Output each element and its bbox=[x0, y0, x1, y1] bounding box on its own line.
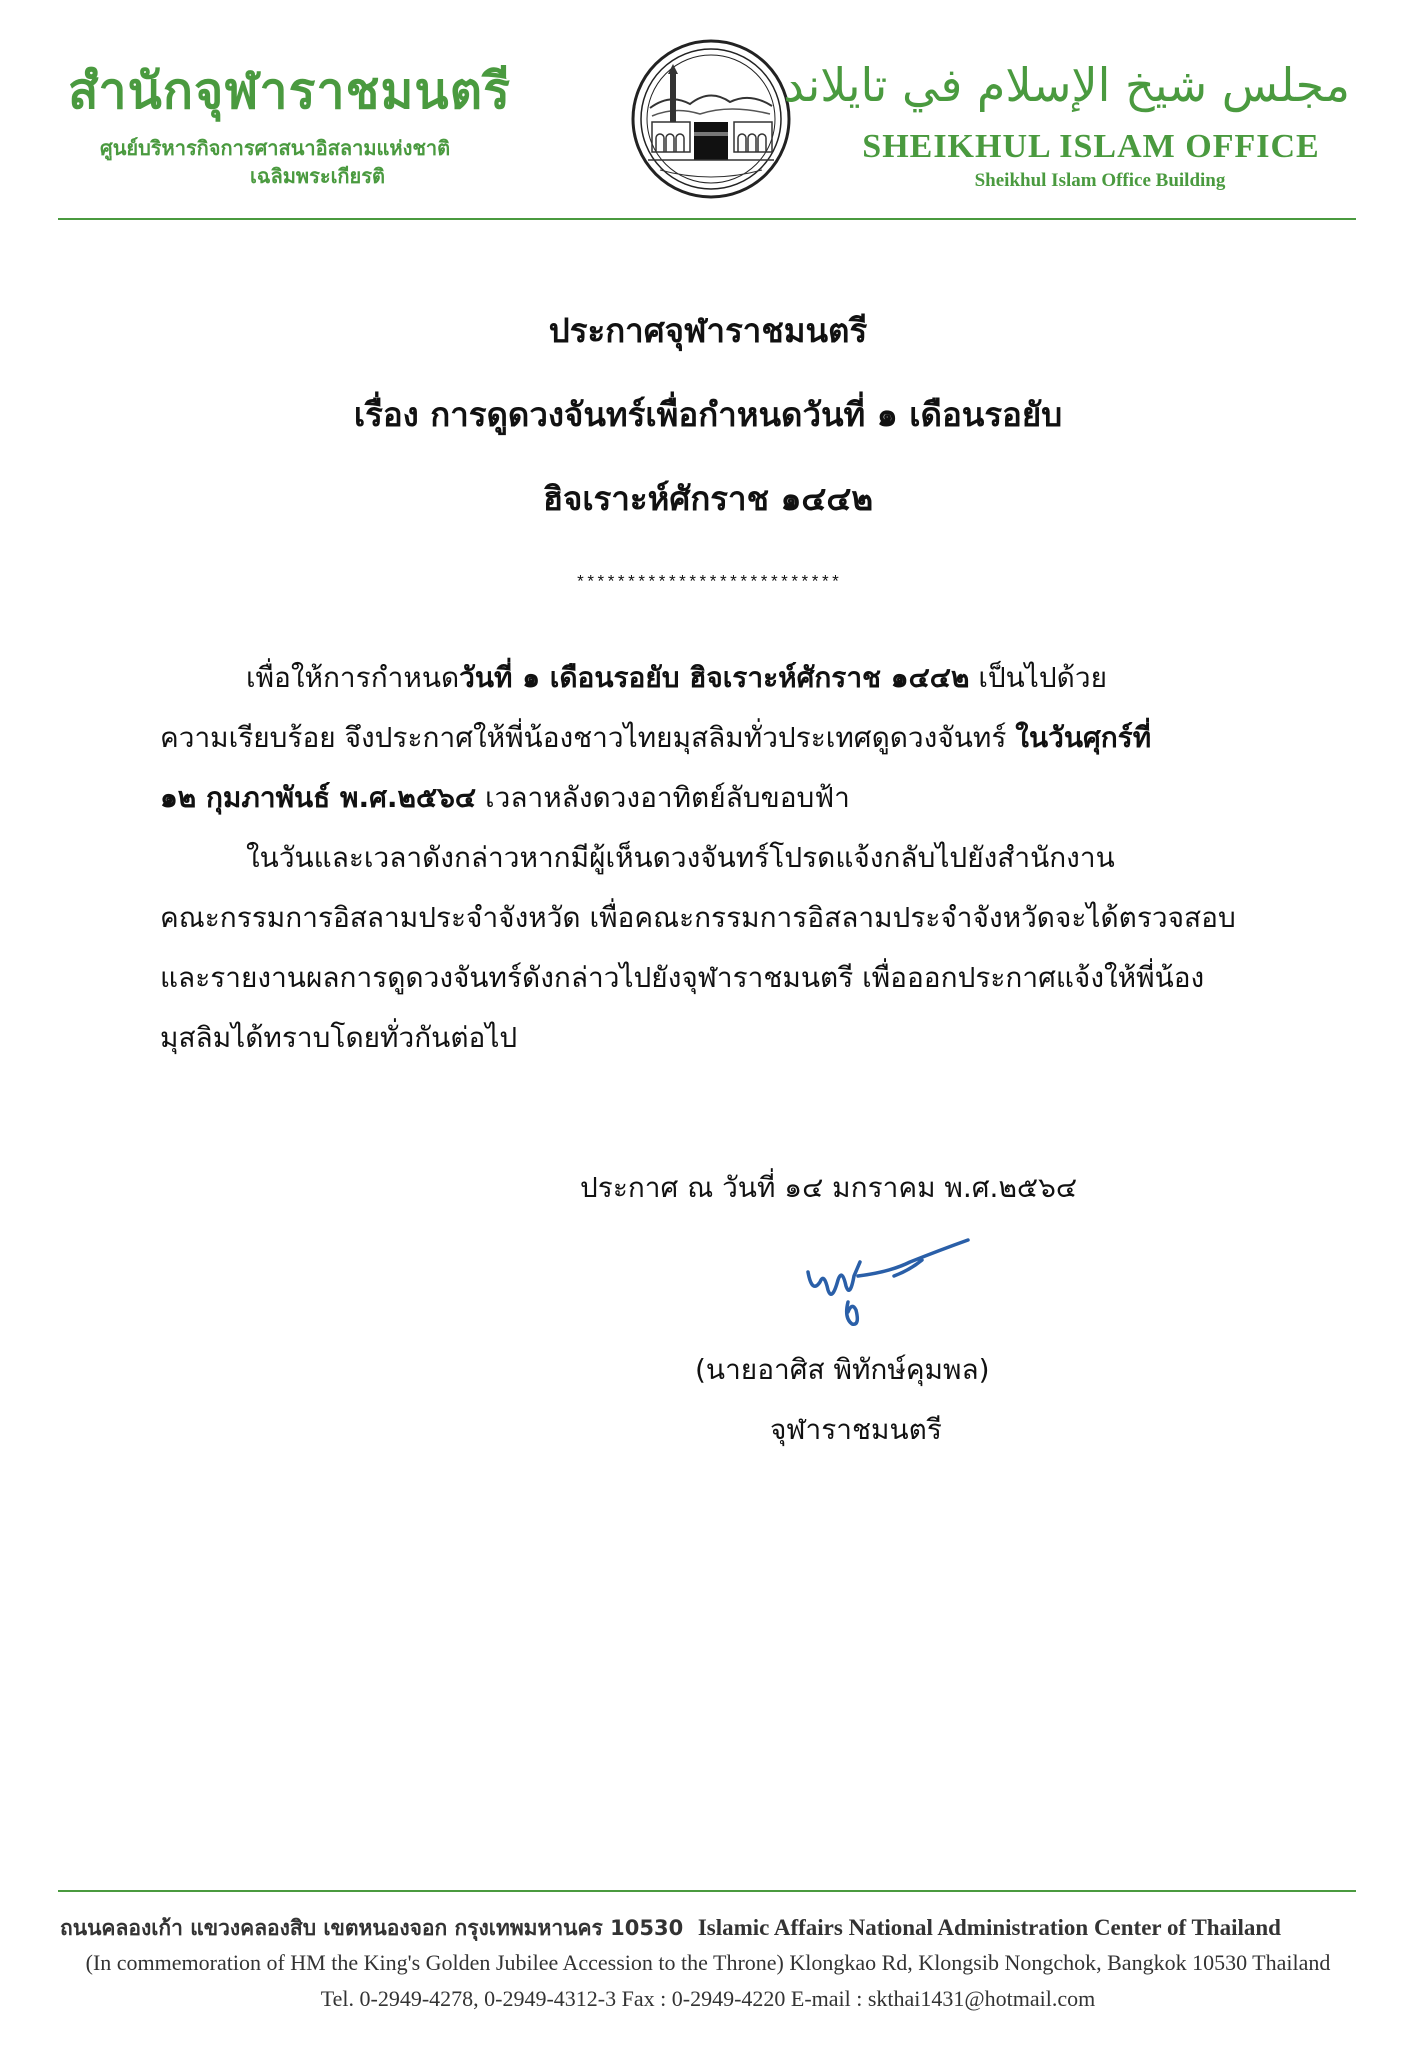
kaaba-seal-icon bbox=[630, 38, 792, 200]
body-text: เวลาหลังดวงอาทิตย์ลับขอบฟ้า bbox=[476, 781, 850, 814]
letterhead-divider bbox=[58, 218, 1356, 220]
office-english-title: SHEIKHUL ISLAM OFFICE bbox=[862, 128, 1320, 165]
footer-divider bbox=[58, 1890, 1356, 1892]
announcement-hijri-year: ฮิจเราะห์ศักราช ๑๔๔๒ bbox=[542, 479, 874, 518]
heading-separator: ************************** bbox=[575, 574, 841, 593]
handwritten-signature bbox=[790, 1232, 990, 1342]
body-text-bold: ในวันศุกร์ที่ bbox=[1015, 721, 1152, 754]
paragraph-2-line-2: คณะกรรมการอิสลามประจำจังหวัด เพื่อคณะกรรมการอิสลามประจำจังหวัดจะได้ตรวจสอบ bbox=[160, 901, 1236, 934]
office-thai-subtitle-2: เฉลิมพระเกียรติ bbox=[250, 164, 385, 188]
announcement-date: ประกาศ ณ วันที่ ๑๔ มกราคม พ.ศ.๒๕๖๔ bbox=[580, 1171, 1078, 1204]
paragraph-1-line-3 bbox=[160, 776, 850, 820]
paragraph-2-line-3: และรายงานผลการดูดวงจันทร์ดังกล่าวไปยังจุฬาราชมนตรี เพื่อออกประกาศแจ้งให้พี่น้อง bbox=[160, 961, 1205, 994]
announcement-title: ประกาศจุฬาราชมนตรี bbox=[548, 311, 868, 350]
paragraph-2-line-1: ในวันและเวลาดังกล่าวหากมีผู้เห็นดวงจันทร์โปรดแจ้งกลับไปยังสำนักงาน bbox=[246, 841, 1115, 874]
office-thai-title: สำนักจุฬาราชมนตรี bbox=[68, 62, 511, 120]
office-thai-subtitle-1: ศูนย์บริหารกิจการศาสนาอิสลามแห่งชาติ bbox=[100, 136, 451, 160]
office-arabic-title: مجلس شيخ الإسلام في تايلاند bbox=[783, 58, 1350, 112]
paragraph-1-line-2 bbox=[160, 716, 1151, 760]
paragraph-1-line-1 bbox=[246, 656, 1107, 700]
announcement-subject: เรื่อง การดูดวงจันทร์เพื่อกำหนดวันที่ ๑ เดือนรอยับ bbox=[353, 395, 1063, 434]
office-english-subtitle: Sheikhul Islam Office Building bbox=[974, 170, 1226, 191]
body-text: เป็นไปด้วย bbox=[969, 661, 1107, 694]
footer-address-line-1 bbox=[60, 1912, 1356, 1945]
footer-center-name: Islamic Affairs National Administration Center of Thailand bbox=[697, 1915, 1281, 1940]
body-text: ความเรียบร้อย จึงประกาศให้พี่น้องชาวไทยมุสลิมทั่วประเทศดูดวงจันทร์ bbox=[160, 721, 1016, 754]
signatory-role: จุฬาราชมนตรี bbox=[770, 1413, 942, 1446]
body-text-bold: ๑๒ กุมภาพันธ์ พ.ศ.๒๕๖๔ bbox=[160, 781, 477, 814]
body-text-bold: วันที่ ๑ เดือนรอยับ ฮิจเราะห์ศักราช ๑๔๔๒ bbox=[459, 661, 970, 694]
body-text: เพื่อให้การกำหนด bbox=[246, 661, 460, 694]
paragraph-2-line-4: มุสลิมได้ทราบโดยทั่วกันต่อไป bbox=[160, 1021, 518, 1054]
footer-address-line-2: (In commemoration of HM the King's Golden Jubilee Accession to the Throne) Klongkao Rd, Klongsib Nongchok, Bangkok 10530 Thailand bbox=[85, 1950, 1331, 1975]
footer-contact-line: Tel. 0-2949-4278, 0-2949-4312-3 Fax : 0-2949-4220 E-mail : skthai1431@hotmail.com bbox=[320, 1986, 1096, 2011]
signatory-name: (นายอาศิส พิทักษ์คุมพล) bbox=[695, 1353, 990, 1386]
footer-thai-address: ถนนคลองเก้า แขวงคลองสิบ เขตหนองจอก กรุงเทพมหานคร 10530 bbox=[60, 1916, 684, 1940]
